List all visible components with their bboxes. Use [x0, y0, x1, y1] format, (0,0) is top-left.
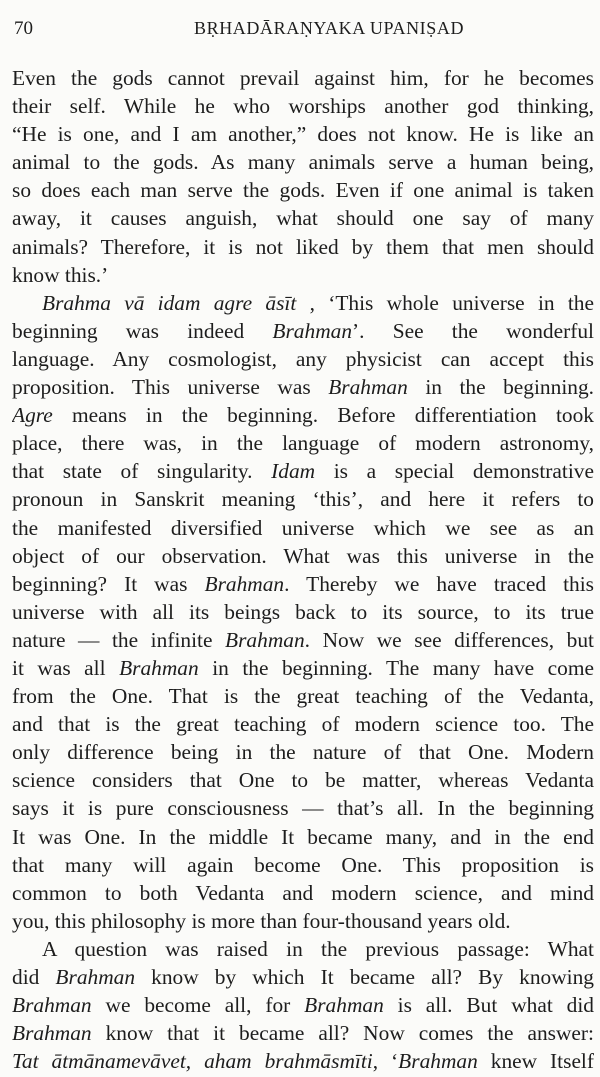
text-segment: place, there was, in the language of modern astronomy,: [12, 431, 594, 456]
text-segment: A question was raised in the previous passage: What: [42, 936, 594, 961]
text-line: [12, 542, 594, 570]
text-line: [12, 233, 594, 261]
text-segment: animal to the gods. As many animals serve a human being,: [12, 150, 594, 175]
text-segment: ’. See the wonderful: [352, 318, 594, 343]
text-segment: away, it causes anguish, what should one say of many: [12, 206, 594, 231]
text-line: [12, 373, 594, 401]
text-line: [12, 289, 594, 317]
text-line: [12, 457, 594, 485]
italic-text-segment: Idam: [271, 459, 316, 484]
text-segment: science considers that One to be matter, whereas Vedanta: [12, 768, 594, 793]
text-line: [12, 907, 594, 935]
text-line: [12, 485, 594, 513]
text-segment: nature — the infinite: [12, 627, 226, 652]
text-segment: we become all, for: [91, 993, 305, 1018]
italic-text-segment: Tat ātmānamevāvet, aham brahmāsmīti: [12, 1049, 373, 1074]
italic-text-segment: Brahman: [398, 1049, 478, 1074]
text-segment: language. Any cosmologist, any physicist can accept this: [12, 346, 594, 371]
italic-text-segment: Brahman: [119, 655, 199, 680]
text-line: [12, 176, 594, 204]
text-segment: “He is one, and I am another,” does not know. He is like an: [12, 122, 594, 147]
text-segment: and that is the great teaching of modern science too. The: [12, 712, 594, 737]
text-line: [12, 317, 594, 345]
text-line: [12, 401, 594, 429]
text-segment: says it is pure consciousness — that’s all. In the beginning: [12, 796, 594, 821]
text-line: [12, 261, 594, 289]
text-segment: only difference being in the nature of that One. Modern: [12, 740, 594, 765]
text-line: [12, 120, 594, 148]
text-segment: beginning? It was: [12, 571, 205, 596]
text-line: [12, 598, 594, 626]
text-segment: you, this philosophy is more than four-thousand years old.: [12, 908, 511, 933]
text-segment: is all. But what did: [383, 993, 594, 1018]
italic-text-segment: Brahman: [304, 993, 384, 1018]
text-segment: know that it became all? Now comes the answer:: [91, 1021, 594, 1046]
text-line: [12, 851, 594, 879]
text-segment: their self. While he who worships another god thinking,: [12, 94, 594, 119]
italic-text-segment: Brahman: [272, 318, 353, 343]
body-text: [12, 64, 594, 1075]
text-line: [12, 204, 594, 232]
text-segment: it was all: [12, 655, 120, 680]
text-line: [12, 682, 594, 710]
text-segment: that state of singularity.: [12, 459, 272, 484]
text-line: [12, 654, 594, 682]
text-line: [12, 514, 594, 542]
text-segment: know by which It became all? By knowing: [135, 965, 594, 989]
text-segment: the manifested diversified universe which we see as an: [12, 515, 594, 540]
text-segment: that many will again become One. This proposition is: [12, 852, 594, 877]
text-segment: universe with all its beings back to its source, to its true: [12, 599, 594, 624]
text-segment: animals? Therefore, it is not liked by them that men should: [12, 234, 594, 259]
text-segment: is a special demonstrative: [315, 459, 594, 484]
text-line: [12, 148, 594, 176]
text-segment: proposition. This universe was: [12, 375, 329, 400]
text-line: [12, 1019, 594, 1047]
text-segment: in the beginning.: [407, 375, 594, 400]
italic-text-segment: Brahman: [12, 993, 92, 1018]
text-line: [12, 626, 594, 654]
text-line: [12, 64, 594, 92]
italic-text-segment: Brahman: [225, 627, 305, 652]
text-segment: knew Itself: [477, 1049, 594, 1074]
page-number: 70: [14, 18, 33, 39]
text-line: [12, 92, 594, 120]
text-line: [12, 823, 594, 851]
running-title: BṚHADĀRAṆYAKA UPANIṢAD: [194, 18, 465, 38]
text-line: [12, 710, 594, 738]
text-segment: so does each man serve the gods. Even if one animal is taken: [12, 178, 594, 203]
italic-text-segment: Brahman: [55, 965, 136, 989]
text-segment: did: [12, 965, 56, 989]
italic-text-segment: Brahman: [204, 571, 285, 596]
italic-text-segment: Brahman: [12, 1021, 92, 1046]
text-segment: in the beginning. The many have come: [198, 655, 594, 680]
text-segment: , ‘: [372, 1049, 399, 1074]
text-segment: object of our observation. What was this universe in the: [12, 543, 594, 568]
italic-text-segment: Brahma vā idam agre āsīt: [42, 290, 297, 315]
text-line: [12, 570, 594, 598]
text-line: [12, 738, 594, 766]
text-segment: . Now we see differences, but: [304, 627, 594, 652]
text-segment: Even the gods cannot prevail against him, for he becomes: [12, 66, 594, 90]
text-line: [12, 991, 594, 1019]
text-segment: from the One. That is the great teaching of the Vedanta,: [12, 684, 594, 709]
text-segment: means in the beginning. Before differentiation took: [52, 403, 594, 428]
text-segment: pronoun in Sanskrit meaning ‘this’, and here it refers to: [12, 487, 594, 512]
text-segment: know this.’: [12, 262, 109, 287]
text-line: [12, 794, 594, 822]
text-segment: , ‘This whole universe in the: [296, 290, 594, 315]
italic-text-segment: Agre: [12, 403, 53, 428]
italic-text-segment: Brahman: [328, 375, 408, 400]
text-line: [12, 429, 594, 457]
text-segment: common to both Vedanta and modern science, and mind: [12, 880, 594, 905]
text-segment: It was One. In the middle It became many, and in the end: [12, 824, 594, 849]
text-line: [12, 766, 594, 794]
page-header: [14, 18, 594, 48]
text-segment: . Thereby we have traced this: [284, 571, 594, 596]
text-line: [12, 345, 594, 373]
text-line: [12, 879, 594, 907]
text-line: [12, 1047, 594, 1075]
text-line: [12, 935, 594, 963]
text-line: [12, 963, 594, 991]
text-segment: beginning was indeed: [12, 318, 273, 343]
